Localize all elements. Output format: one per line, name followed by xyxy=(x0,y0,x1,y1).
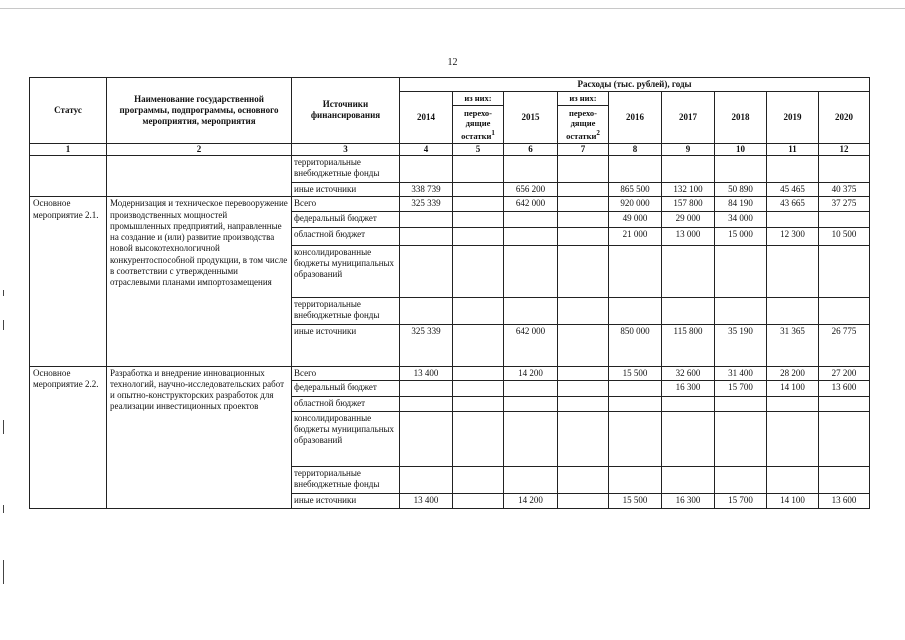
value-cell xyxy=(453,366,504,380)
value-cell: 12 300 xyxy=(767,227,819,245)
value-cell xyxy=(453,324,504,366)
footnote-mark-1: 1 xyxy=(491,128,495,137)
value-cell: 43 665 xyxy=(767,197,819,211)
value-cell: 13 600 xyxy=(819,493,870,508)
value-cell xyxy=(715,297,767,324)
value-cell: 14 100 xyxy=(767,493,819,508)
scan-mark xyxy=(3,420,4,434)
value-cell xyxy=(819,466,870,493)
value-cell xyxy=(504,466,558,493)
value-cell xyxy=(558,197,609,211)
source-cell: федеральный бюджет xyxy=(292,211,400,227)
table-row xyxy=(30,197,870,211)
value-cell: 35 190 xyxy=(715,324,767,366)
col-number: 3 xyxy=(292,143,400,155)
value-cell xyxy=(609,297,662,324)
value-cell: 40 375 xyxy=(819,183,870,197)
value-cell xyxy=(453,380,504,396)
value-cell: 27 200 xyxy=(819,366,870,380)
value-cell: 32 600 xyxy=(662,366,715,380)
value-cell: 14 200 xyxy=(504,366,558,380)
value-cell xyxy=(767,396,819,411)
value-cell xyxy=(767,211,819,227)
status-cell: Основное мероприятие 2.2. xyxy=(30,366,107,508)
value-cell xyxy=(715,156,767,183)
value-cell xyxy=(715,411,767,466)
year-2019-header: 2019 xyxy=(767,92,819,144)
value-cell xyxy=(400,245,453,297)
value-cell: 45 465 xyxy=(767,183,819,197)
value-cell: 10 500 xyxy=(819,227,870,245)
source-cell: территориальные внебюджетные фонды xyxy=(292,297,400,324)
name-cell: Модернизация и техническое перевооружение производственных мощностей промышленных предприятий, направленные на создание и (или) развитие производства новой высокотехнологичной конкурентоспособной продукции, в том числе в соответствии с утвержденными отраслевыми планами импортозамещения xyxy=(107,197,292,366)
value-cell xyxy=(558,245,609,297)
value-cell xyxy=(662,245,715,297)
header-row-1 xyxy=(30,78,870,92)
value-cell: 84 190 xyxy=(715,197,767,211)
value-cell xyxy=(558,297,609,324)
value-cell xyxy=(504,380,558,396)
value-cell xyxy=(558,493,609,508)
year-2020-header: 2020 xyxy=(819,92,870,144)
carryover-label-1: перехо-дящие остатки xyxy=(461,107,492,141)
value-cell xyxy=(767,297,819,324)
value-cell: 656 200 xyxy=(504,183,558,197)
of-them-header-2: из них: xyxy=(558,92,609,106)
value-cell xyxy=(453,396,504,411)
value-cell xyxy=(558,156,609,183)
value-cell xyxy=(558,411,609,466)
value-cell xyxy=(400,211,453,227)
name-cell xyxy=(107,156,292,197)
value-cell: 26 775 xyxy=(819,324,870,366)
col-number: 6 xyxy=(504,143,558,155)
value-cell xyxy=(558,183,609,197)
carryover-label-2: перехо-дящие остатки xyxy=(566,107,597,141)
value-cell: 16 300 xyxy=(662,493,715,508)
value-cell xyxy=(453,466,504,493)
value-cell xyxy=(400,156,453,183)
page-number: 12 xyxy=(447,57,458,68)
col-number: 10 xyxy=(715,143,767,155)
value-cell: 15 000 xyxy=(715,227,767,245)
value-cell: 865 500 xyxy=(609,183,662,197)
col-number: 8 xyxy=(609,143,662,155)
status-header: Статус xyxy=(30,78,107,144)
value-cell xyxy=(715,466,767,493)
value-cell: 132 100 xyxy=(662,183,715,197)
value-cell: 115 800 xyxy=(662,324,715,366)
value-cell: 21 000 xyxy=(609,227,662,245)
year-2018-header: 2018 xyxy=(715,92,767,144)
source-cell: Всего xyxy=(292,366,400,380)
value-cell xyxy=(767,156,819,183)
value-cell xyxy=(767,466,819,493)
value-cell xyxy=(558,324,609,366)
value-cell: 920 000 xyxy=(609,197,662,211)
source-cell: территориальные внебюджетные фонды xyxy=(292,156,400,183)
value-cell xyxy=(819,245,870,297)
value-cell xyxy=(715,245,767,297)
value-cell xyxy=(558,211,609,227)
value-cell xyxy=(504,156,558,183)
value-cell xyxy=(504,211,558,227)
source-cell: иные источники xyxy=(292,493,400,508)
year-2014-header: 2014 xyxy=(400,92,453,144)
value-cell xyxy=(504,227,558,245)
name-cell: Разработка и внедрение инновационных технологий, научно-исследовательских работ и опытно-конструкторских разработок для реализации инвестиционных проектов xyxy=(107,366,292,508)
scan-mark xyxy=(3,560,4,584)
col-number: 2 xyxy=(107,143,292,155)
value-cell: 338 739 xyxy=(400,183,453,197)
value-cell: 37 275 xyxy=(819,197,870,211)
value-cell xyxy=(558,396,609,411)
source-cell: консолидированные бюджеты муниципальных образований xyxy=(292,411,400,466)
value-cell xyxy=(558,466,609,493)
carryover-header-2 xyxy=(558,105,609,143)
value-cell: 29 000 xyxy=(662,211,715,227)
top-rule xyxy=(0,8,905,9)
name-header: Наименование государственной программы, подпрограммы, основного мероприятия, мероприятия xyxy=(107,78,292,144)
value-cell: 15 700 xyxy=(715,380,767,396)
col-number: 5 xyxy=(453,143,504,155)
value-cell: 13 400 xyxy=(400,493,453,508)
value-cell: 15 500 xyxy=(609,493,662,508)
value-cell xyxy=(400,396,453,411)
value-cell xyxy=(558,366,609,380)
year-2016-header: 2016 xyxy=(609,92,662,144)
value-cell xyxy=(767,411,819,466)
value-cell xyxy=(558,380,609,396)
value-cell xyxy=(453,227,504,245)
value-cell xyxy=(662,411,715,466)
value-cell: 13 400 xyxy=(400,366,453,380)
value-cell: 49 000 xyxy=(609,211,662,227)
source-cell: федеральный бюджет xyxy=(292,380,400,396)
scan-mark xyxy=(3,320,4,330)
value-cell xyxy=(819,396,870,411)
value-cell xyxy=(453,197,504,211)
status-cell: Основное мероприятие 2.1. xyxy=(30,197,107,366)
value-cell: 50 890 xyxy=(715,183,767,197)
source-cell: областной бюджет xyxy=(292,396,400,411)
value-cell xyxy=(400,297,453,324)
value-cell xyxy=(558,227,609,245)
year-2017-header: 2017 xyxy=(662,92,715,144)
value-cell xyxy=(453,297,504,324)
expenses-header: Расходы (тыс. рублей), годы xyxy=(400,78,870,92)
value-cell xyxy=(504,411,558,466)
col-number: 11 xyxy=(767,143,819,155)
footnote-mark-2: 2 xyxy=(596,128,600,137)
value-cell: 325 339 xyxy=(400,197,453,211)
year-2015-header: 2015 xyxy=(504,92,558,144)
value-cell xyxy=(819,297,870,324)
value-cell xyxy=(504,245,558,297)
value-cell: 13 000 xyxy=(662,227,715,245)
source-cell: консолидированные бюджеты муниципальных образований xyxy=(292,245,400,297)
value-cell: 16 300 xyxy=(662,380,715,396)
scan-mark xyxy=(3,505,4,513)
value-cell xyxy=(662,156,715,183)
value-cell xyxy=(662,396,715,411)
source-cell: территориальные внебюджетные фонды xyxy=(292,466,400,493)
value-cell xyxy=(400,411,453,466)
value-cell: 157 800 xyxy=(662,197,715,211)
value-cell xyxy=(819,411,870,466)
value-cell: 642 000 xyxy=(504,197,558,211)
value-cell: 31 400 xyxy=(715,366,767,380)
value-cell: 850 000 xyxy=(609,324,662,366)
value-cell xyxy=(609,156,662,183)
expenses-table xyxy=(29,77,870,509)
value-cell: 15 700 xyxy=(715,493,767,508)
value-cell: 325 339 xyxy=(400,324,453,366)
col-number: 7 xyxy=(558,143,609,155)
value-cell: 34 000 xyxy=(715,211,767,227)
value-cell xyxy=(453,183,504,197)
source-cell: областной бюджет xyxy=(292,227,400,245)
value-cell xyxy=(609,466,662,493)
value-cell xyxy=(400,466,453,493)
value-cell xyxy=(453,245,504,297)
value-cell xyxy=(715,396,767,411)
value-cell: 642 000 xyxy=(504,324,558,366)
source-cell: Всего xyxy=(292,197,400,211)
value-cell xyxy=(819,211,870,227)
carryover-header-1 xyxy=(453,105,504,143)
scan-mark xyxy=(3,290,4,296)
value-cell xyxy=(662,297,715,324)
value-cell xyxy=(609,245,662,297)
value-cell xyxy=(453,411,504,466)
value-cell xyxy=(609,380,662,396)
col-number: 12 xyxy=(819,143,870,155)
value-cell: 28 200 xyxy=(767,366,819,380)
value-cell: 15 500 xyxy=(609,366,662,380)
table-row xyxy=(30,156,870,183)
source-cell: иные источники xyxy=(292,183,400,197)
value-cell xyxy=(400,380,453,396)
value-cell xyxy=(609,396,662,411)
value-cell xyxy=(453,156,504,183)
sources-header: Источники финансирования xyxy=(292,78,400,144)
col-number: 9 xyxy=(662,143,715,155)
source-cell: иные источники xyxy=(292,324,400,366)
value-cell xyxy=(504,297,558,324)
col-number: 4 xyxy=(400,143,453,155)
of-them-header-1: из них: xyxy=(453,92,504,106)
value-cell xyxy=(504,396,558,411)
col-number: 1 xyxy=(30,143,107,155)
status-cell xyxy=(30,156,107,197)
value-cell xyxy=(400,227,453,245)
value-cell xyxy=(767,245,819,297)
value-cell xyxy=(662,466,715,493)
value-cell: 14 200 xyxy=(504,493,558,508)
value-cell xyxy=(453,211,504,227)
value-cell: 31 365 xyxy=(767,324,819,366)
value-cell xyxy=(819,156,870,183)
column-number-row xyxy=(30,143,870,155)
value-cell xyxy=(609,411,662,466)
table-row xyxy=(30,366,870,380)
value-cell xyxy=(453,493,504,508)
value-cell: 14 100 xyxy=(767,380,819,396)
value-cell: 13 600 xyxy=(819,380,870,396)
